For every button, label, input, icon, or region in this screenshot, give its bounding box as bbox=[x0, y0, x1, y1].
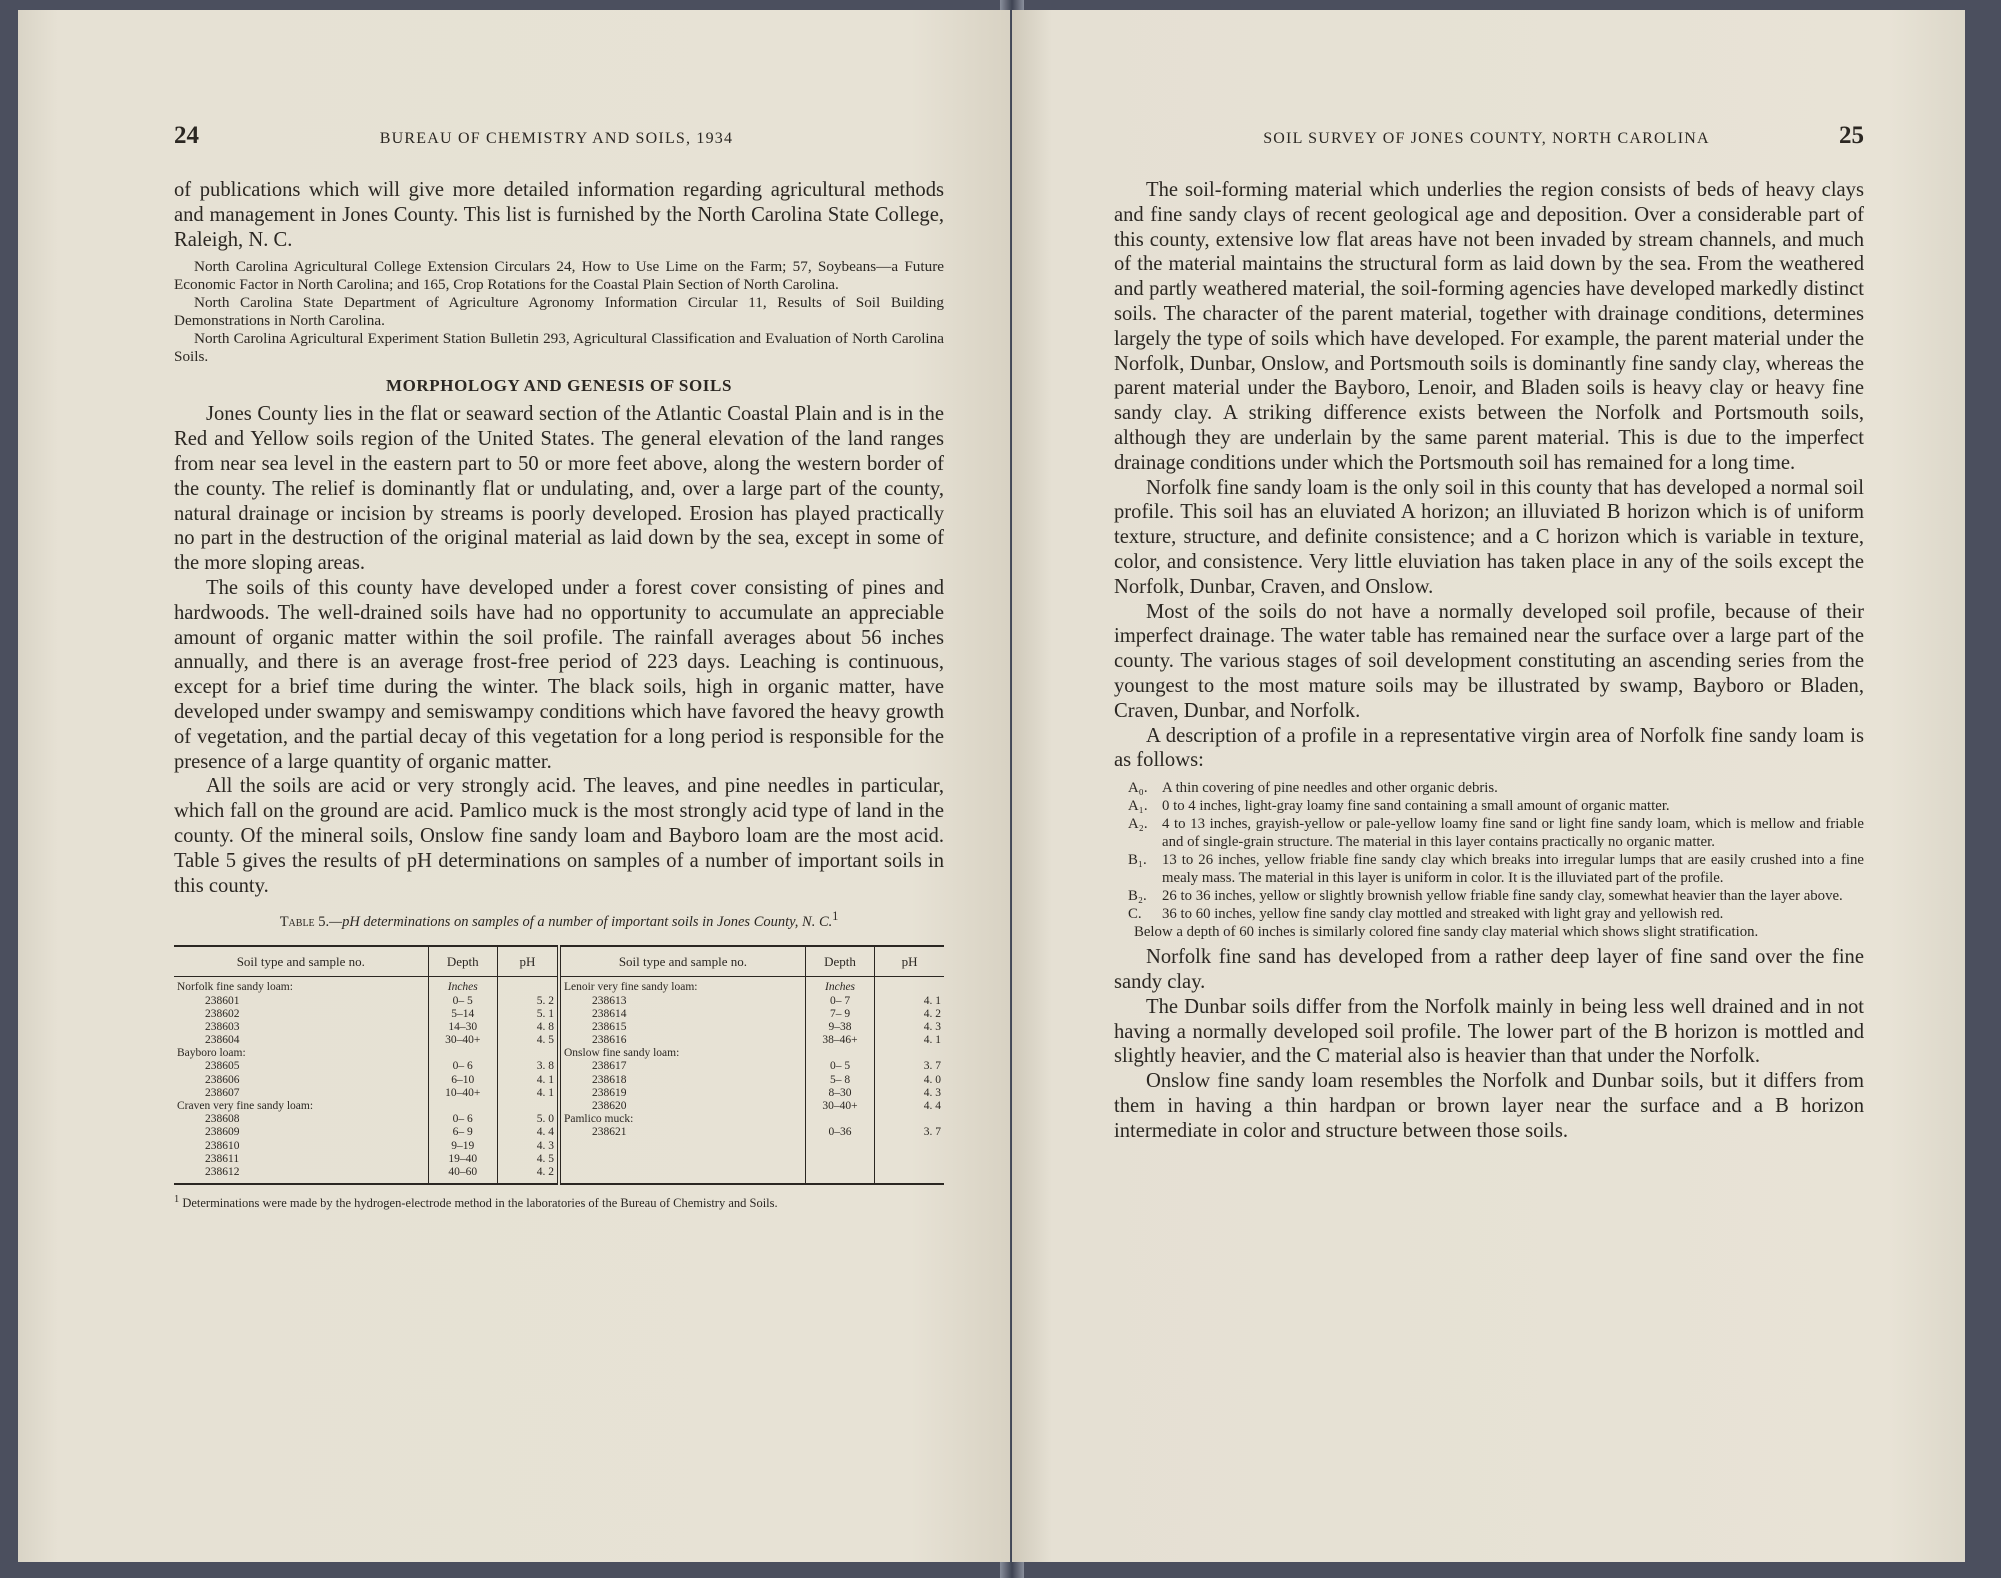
table-caption-label: Table 5. bbox=[279, 914, 330, 931]
publication-item: North Carolina State Department of Agriculture Agronomy Information Circular 11, Results of Soil Building Demonstrations in North Carolina. bbox=[174, 294, 944, 330]
sample-ph: 4. 1 bbox=[536, 1086, 554, 1099]
sample-ph: 4. 8 bbox=[536, 1020, 554, 1033]
sample-ph bbox=[878, 1113, 941, 1126]
sample-ph: 4. 1 bbox=[536, 1073, 554, 1086]
sample-depth: 0– 7 bbox=[829, 994, 851, 1007]
table-caption bbox=[174, 908, 944, 931]
sample-depth: 0–36 bbox=[828, 1126, 852, 1139]
sample-depth: 40–60 bbox=[448, 1165, 478, 1178]
soil-sample-label: 238607 bbox=[205, 1086, 240, 1099]
sample-ph: 4. 3 bbox=[536, 1139, 554, 1152]
footnote-mark: 1 bbox=[174, 1194, 180, 1206]
sample-depth: Inches bbox=[825, 981, 856, 994]
sample-ph bbox=[878, 981, 941, 994]
horizon-text: 13 to 26 inches, yellow friable fine sandy clay which breaks into irregular lumps that are easily crushed into a fine mealy mass. The material in this layer is uniform in color. It is the illuviated part of the profile. bbox=[1162, 852, 1864, 887]
right-soil-column bbox=[559, 977, 805, 1184]
horizon-label: A₂. bbox=[1128, 816, 1148, 833]
right-page bbox=[1012, 10, 1965, 1562]
soil-sample-label: 238618 bbox=[591, 1073, 627, 1086]
table-caption-title: —pH determinations on samples of a number of important soils in Jones County, N. C. bbox=[329, 914, 833, 931]
soil-sample-label: 238602 bbox=[205, 1007, 240, 1020]
intro-paragraph: of publications which will give more detailed information regarding agricultural methods and management in Jones County. This list is furnished by the North Carolina State College, Raleigh, N. C. bbox=[174, 179, 944, 251]
col-header: Depth bbox=[428, 946, 497, 977]
body-paragraph: Norfolk fine sandy loam is the only soil in this county that has developed a normal soil profile. This soil has an eluviated A horizon; an illuviated B horizon which is of uniform texture, structure, and definite consistence; and a C horizon which is variable in texture, color, and consistence. Very little eluviation has taken place in any of the soils except the Norfolk, Dunbar, Craven, and Onslow. bbox=[1114, 476, 1864, 598]
sample-depth bbox=[432, 1100, 494, 1113]
sample-ph: 3. 7 bbox=[923, 1126, 941, 1139]
sample-ph: 4. 5 bbox=[536, 1034, 554, 1047]
sample-depth: 7– 9 bbox=[829, 1007, 851, 1020]
body-paragraph: Norfolk fine sand has developed from a rather deep layer of fine sand over the fine sandy clay. bbox=[1114, 946, 1864, 993]
sample-depth: 38–46+ bbox=[822, 1034, 858, 1047]
page-number: 24 bbox=[174, 122, 199, 149]
footnote-text: Determinations were made by the hydrogen-electrode method in the laboratories of the Bureau of Chemistry and Soils. bbox=[182, 1196, 778, 1211]
table-footnote bbox=[174, 1193, 944, 1210]
sample-ph: 4. 1 bbox=[923, 1034, 941, 1047]
soil-sample-label: 238614 bbox=[591, 1007, 627, 1020]
publication-list bbox=[174, 258, 944, 366]
body-paragraph: A description of a profile in a representative virgin area of Norfolk fine sandy loam is as follows: bbox=[1114, 724, 1864, 772]
soil-sample-label: Lenoir very fine sandy loam: bbox=[563, 981, 698, 994]
sample-depth: Inches bbox=[447, 981, 478, 994]
horizon-text: A thin covering of pine needles and other organic debris. bbox=[1162, 780, 1498, 797]
body-paragraph: All the soils are acid or very strongly acid. The leaves, and pine needles in particular, which fall on the ground are acid. Pamlico muck is the most strongly acid type of land in the county. Of the mineral soils, Onslow fine sandy loam and Bayboro loam are the most acid. Table 5 gives the results of pH determinations on samples of a number of important soils in this county. bbox=[174, 775, 944, 897]
sample-depth bbox=[809, 1047, 871, 1060]
soil-sample-label: Pamlico muck: bbox=[563, 1113, 634, 1126]
horizon-text: 36 to 60 inches, yellow fine sandy clay mottled and streaked with light gray and yellowish red. bbox=[1162, 906, 1724, 923]
sample-ph: 4. 2 bbox=[536, 1165, 554, 1178]
profile-description bbox=[1114, 779, 1864, 941]
sample-ph: 4. 5 bbox=[536, 1152, 554, 1165]
body-paragraph: Jones County lies in the flat or seaward section of the Atlantic Coastal Plain and is in the Red and Yellow soils region of the United States. The general elevation of the land ranges from near sea level in the eastern part to 50 or more feet above, along the western border of the county. The relief is dominantly flat or undulating, and, over a large part of the county, natural drainage or incision by streams is poorly developed. Erosion has played practically no part in the destruction of the original material as laid down by the sea, except in some of the more sloping areas. bbox=[174, 403, 944, 575]
soil-sample-label: 238605 bbox=[205, 1060, 240, 1073]
left-header bbox=[174, 122, 944, 154]
sample-ph: 4. 1 bbox=[923, 994, 941, 1007]
sample-ph: 4. 2 bbox=[923, 1007, 941, 1020]
left-soil-column bbox=[174, 977, 428, 1184]
sample-ph: 4. 0 bbox=[923, 1073, 941, 1086]
sample-depth: 14–30 bbox=[448, 1020, 478, 1033]
sample-ph bbox=[501, 981, 554, 994]
soil-sample-label: Bayboro loam: bbox=[177, 1047, 246, 1060]
sample-depth: 30–40+ bbox=[445, 1034, 481, 1047]
sample-depth: 0– 5 bbox=[452, 994, 473, 1007]
soil-sample-label: 238617 bbox=[591, 1060, 627, 1073]
soil-sample-label: 238610 bbox=[205, 1139, 240, 1152]
sample-ph: 5. 1 bbox=[536, 1007, 554, 1020]
horizon-label: B₂. bbox=[1128, 888, 1147, 905]
profile-horizon bbox=[1114, 851, 1864, 887]
sample-ph bbox=[878, 1047, 941, 1060]
sample-depth: 30–40+ bbox=[822, 1100, 858, 1113]
soil-sample-label: 238608 bbox=[205, 1113, 240, 1126]
running-head: SOIL SURVEY OF JONES COUNTY, NORTH CAROLINA bbox=[1263, 130, 1710, 147]
left-depth-column bbox=[428, 977, 497, 1184]
soil-sample-label: 238606 bbox=[205, 1073, 240, 1086]
profile-below-note: Below a depth of 60 inches is similarly colored fine sandy clay material which shows slight stratification. bbox=[1134, 924, 1759, 941]
soil-sample-label: 238603 bbox=[205, 1020, 240, 1033]
sample-depth: 0– 5 bbox=[829, 1060, 851, 1073]
sample-ph: 5. 0 bbox=[536, 1113, 554, 1126]
sample-ph bbox=[501, 1047, 554, 1060]
sample-depth: 0– 6 bbox=[452, 1113, 473, 1126]
publication-item: North Carolina Agricultural Experiment Station Bulletin 293, Agricultural Classification and Evaluation of North Carolina Soils. bbox=[174, 330, 944, 366]
profile-horizon bbox=[1114, 797, 1864, 815]
sample-depth: 5– 8 bbox=[829, 1073, 851, 1086]
soil-sample-label: 238619 bbox=[591, 1086, 627, 1099]
profile-horizon bbox=[1114, 905, 1864, 923]
body-paragraph: Most of the soils do not have a normally developed soil profile, because of their imperfect drainage. The water table has remained near the surface over a large part of the county. The various stages of soil development constituting an ascending series from the youngest to the most mature soils may be illustrated by swamp, Bayboro or Bladen, Craven, Dunbar, and Norfolk. bbox=[1114, 600, 1864, 722]
horizon-text: 4 to 13 inches, grayish-yellow or pale-yellow loamy fine sand or light fine sandy loam, which is mellow and friable and of single-grain structure. The material in this layer contains practically no organic matter. bbox=[1162, 816, 1864, 851]
col-header: pH bbox=[875, 946, 944, 977]
col-header: pH bbox=[497, 946, 559, 977]
right-ph-column bbox=[875, 977, 944, 1184]
soil-sample-label: 238621 bbox=[591, 1126, 627, 1139]
soil-sample-label: Norfolk fine sandy loam: bbox=[177, 981, 293, 994]
col-header: Soil type and sample no. bbox=[559, 946, 805, 977]
profile-horizon bbox=[1114, 815, 1864, 851]
table-caption-note: 1 bbox=[832, 909, 839, 924]
publication-item: North Carolina Agricultural College Extension Circulars 24, How to Use Lime on the Farm; 57, Soybeans—a Future Economic Factor in North Carolina; and 165, Crop Rotations for the Coastal Plain Section of North Carolina. bbox=[174, 258, 944, 294]
section-title: MORPHOLOGY AND GENESIS OF SOILS bbox=[385, 376, 733, 396]
body-paragraph: The soil-forming material which underlies the region consists of beds of heavy clays and fine sandy clays of recent geological age and deposition. Over a considerable part of this county, extensive low flat areas have not been invaded by stream channels, and much of the material maintains the structural form as laid down by the sea. From the weathered and partly weathered material, the soil-forming agencies have developed markedly distinct soils. The character of the parent material, together with drainage conditions, determines largely the type of soils which have developed. For example, the parent material under the Norfolk, Dunbar, Onslow, and Portsmouth soils is dominantly fine sandy clay, whereas the parent material under the Bayboro, Lenoir, and Bladen soils is heavy clay or heavy fine sandy clay. A striking difference exists between the Norfolk and Portsmouth soils, although they are underlain by the same parent material. This is due to the imperfect drainage conditions under which the Portsmouth soil has remained for a long time. bbox=[1114, 179, 1864, 474]
sample-ph: 4. 3 bbox=[923, 1086, 941, 1099]
col-header: Depth bbox=[805, 946, 874, 977]
left-page bbox=[18, 10, 1010, 1562]
soil-sample-label: 238612 bbox=[205, 1165, 240, 1178]
left-ph-column bbox=[497, 977, 559, 1184]
table-body-row bbox=[174, 977, 944, 1184]
sample-ph: 4. 4 bbox=[536, 1126, 554, 1139]
ph-table bbox=[174, 945, 944, 1185]
right-header bbox=[1114, 122, 1864, 154]
soil-sample-label: Onslow fine sandy loam: bbox=[563, 1047, 680, 1060]
table-header-row bbox=[174, 946, 944, 977]
soil-sample-label: Craven very fine sandy loam: bbox=[177, 1100, 314, 1113]
col-header: Soil type and sample no. bbox=[174, 946, 428, 977]
body-paragraph: The Dunbar soils differ from the Norfolk mainly in being less well drained and in not having a normally developed soil profile. The lower part of the B horizon is mottled and slightly heavier, and the C material also is heavier than that under the Norfolk. bbox=[1114, 995, 1864, 1068]
horizon-label: B₁. bbox=[1128, 852, 1147, 869]
sample-depth: 8–30 bbox=[828, 1086, 852, 1099]
soil-sample-label: 238609 bbox=[205, 1126, 240, 1139]
horizon-label: A₀. bbox=[1128, 780, 1148, 797]
profile-horizon bbox=[1114, 887, 1864, 905]
sample-depth: 6–10 bbox=[451, 1073, 475, 1086]
horizon-text: 0 to 4 inches, light-gray loamy fine sand containing a small amount of organic matter. bbox=[1162, 798, 1670, 815]
sample-ph: 4. 4 bbox=[923, 1100, 941, 1113]
sample-depth bbox=[432, 1047, 494, 1060]
soil-sample-label: 238604 bbox=[205, 1034, 240, 1047]
sample-depth: 9–38 bbox=[828, 1020, 852, 1033]
sample-ph: 3. 7 bbox=[923, 1060, 941, 1073]
soil-sample-label: 238620 bbox=[591, 1100, 627, 1113]
sample-depth: 5–14 bbox=[451, 1007, 475, 1020]
soil-sample-label: 238611 bbox=[205, 1152, 240, 1165]
soil-sample-label: 238615 bbox=[591, 1020, 627, 1033]
horizon-label: C. bbox=[1128, 906, 1142, 923]
sample-ph: 4. 3 bbox=[923, 1020, 941, 1033]
sample-depth bbox=[809, 1113, 871, 1126]
soil-sample-label: 238613 bbox=[591, 994, 627, 1007]
sample-depth: 0– 6 bbox=[452, 1060, 473, 1073]
page-number: 25 bbox=[1838, 122, 1864, 149]
body-paragraph: Onslow fine sandy loam resembles the Norfolk and Dunbar soils, but it differs from them in having a thin hardpan or brown layer near the surface and a B horizon intermediate in color and structure between those soils. bbox=[1114, 1070, 1864, 1142]
sample-depth: 10–40+ bbox=[445, 1086, 481, 1099]
body-paragraph: The soils of this county have developed under a forest cover consisting of pines and hardwoods. The well-drained soils have had no opportunity to accumulate an appreciable amount of organic matter within the soil profile. The rainfall averages about 56 inches annually, and there is an average frost-free period of 223 days. Leaching is continuous, except for a brief time during the winter. The black soils, high in organic matter, have developed under swampy and semiswampy conditions which have favored the heavy growth of vegetation, and the partial decay of this vegetation for a long period is responsible for the presence of a large quantity of organic matter. bbox=[174, 576, 944, 773]
sample-ph: 5. 2 bbox=[536, 994, 554, 1007]
right-page-content bbox=[1114, 122, 1864, 1144]
horizon-text: 26 to 36 inches, yellow or slightly brownish yellow friable fine sandy clay, somewhat heavier than the layer above. bbox=[1162, 888, 1843, 905]
sample-depth: 6– 9 bbox=[452, 1126, 473, 1139]
soil-sample-label: 238616 bbox=[591, 1034, 627, 1047]
sample-ph: 3. 8 bbox=[536, 1060, 554, 1073]
soil-sample-label: 238601 bbox=[205, 994, 240, 1007]
sample-depth: 19–40 bbox=[448, 1152, 478, 1165]
sample-ph bbox=[501, 1100, 554, 1113]
running-head: BUREAU OF CHEMISTRY AND SOILS, 1934 bbox=[379, 130, 734, 147]
sample-depth: 9–19 bbox=[451, 1139, 475, 1152]
horizon-label: A₁. bbox=[1128, 798, 1148, 815]
right-depth-column bbox=[805, 977, 874, 1184]
left-page-content bbox=[174, 122, 944, 1210]
profile-horizon bbox=[1114, 779, 1864, 797]
